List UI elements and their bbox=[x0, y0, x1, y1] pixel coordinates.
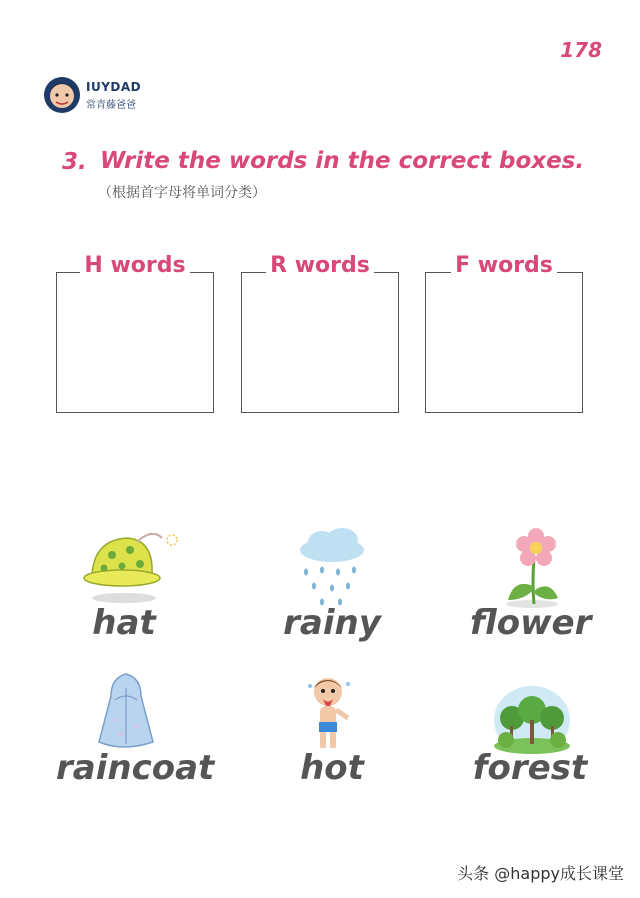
word-raincoat[interactable]: raincoat bbox=[56, 748, 215, 788]
box-f-label: F words bbox=[451, 253, 557, 278]
box-f-words[interactable] bbox=[425, 253, 583, 413]
word-forest[interactable]: forest bbox=[472, 748, 588, 788]
logo-subtitle: 常青藤爸爸 bbox=[86, 100, 136, 111]
question-subtext: （根据首字母将单词分类） bbox=[98, 185, 266, 201]
word-flower[interactable]: flower bbox=[470, 603, 592, 643]
flower-icon bbox=[500, 528, 562, 610]
box-r-words[interactable] bbox=[241, 253, 399, 413]
page-number: 178 bbox=[560, 38, 602, 62]
forest-icon bbox=[492, 680, 572, 754]
question-text: Write the words in the correct boxes. bbox=[100, 148, 585, 174]
box-h-words[interactable] bbox=[56, 253, 214, 413]
watermark: 头条 @happy成长课堂 bbox=[457, 864, 624, 883]
hat-icon bbox=[82, 520, 182, 606]
logo-mascot-icon bbox=[42, 74, 82, 116]
raincoat-icon bbox=[93, 670, 159, 754]
question-number: 3. bbox=[62, 149, 87, 175]
hot-boy-icon bbox=[302, 674, 358, 754]
rain-cloud-icon bbox=[292, 528, 372, 612]
box-r-label: R words bbox=[266, 253, 374, 278]
box-h-label: H words bbox=[80, 253, 189, 278]
word-hot[interactable]: hot bbox=[300, 748, 364, 788]
word-rainy[interactable]: rainy bbox=[283, 603, 381, 643]
word-hat[interactable]: hat bbox=[92, 603, 156, 643]
logo-name: IUYDAD bbox=[86, 80, 142, 94]
